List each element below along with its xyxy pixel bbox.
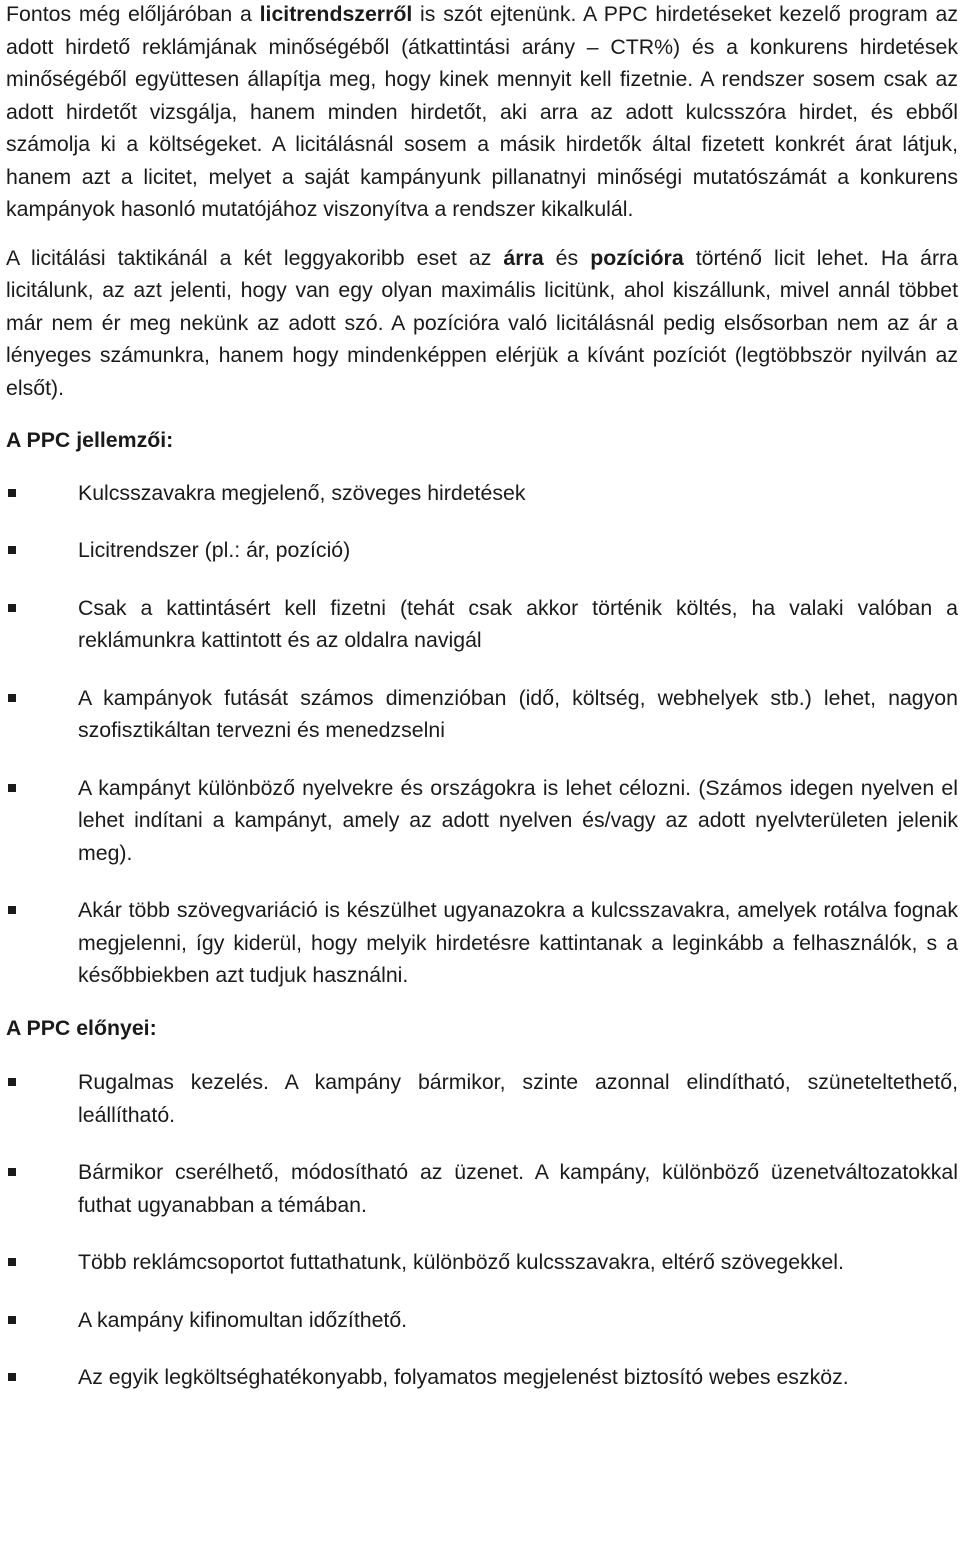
list-item-text: Több reklámcsoportot futtathatunk, különböző kulcsszavakra, eltérő szövegekkel.	[78, 1250, 844, 1274]
intro-bold-licitrendszer: licitrendszerről	[259, 2, 413, 26]
list-item-text: Kulcsszavakra megjelenő, szöveges hirdetések	[78, 480, 526, 505]
list-item	[6, 1304, 958, 1337]
list-item	[6, 682, 958, 747]
square-bullet-icon	[8, 1258, 16, 1266]
list-item-text: Akár több szövegvariáció is készülhet ugyanazokra a kulcsszavakra, amelyek rotálva fognak megjelenni, így kiderül, hogy melyik hirdetésre kattintanak a leginkább a felhasználók, s a későbbiekben azt tudjuk használni.	[78, 898, 958, 987]
list-item	[6, 772, 958, 870]
list-item	[6, 894, 958, 992]
list-item-text: A kampányok futását számos dimenzióban (idő, költség, webhelyek stb.) lehet, nagyon szofisztikáltan tervezni és menedzselni	[78, 685, 958, 742]
list-item-text: Az egyik legköltséghatékonyabb, folyamatos megjelenést biztosító webes eszköz.	[78, 1365, 849, 1389]
square-bullet-icon	[8, 489, 16, 497]
list-item	[6, 534, 958, 567]
list-item-text: Bármikor cserélhető, módosítható az üzenet. A kampány, különböző üzenetváltozatokkal futhat ugyanabban a témában.	[78, 1160, 958, 1217]
advantages-heading: A PPC előnyei:	[6, 1015, 157, 1040]
list-item	[6, 1156, 958, 1221]
square-bullet-icon	[8, 1168, 16, 1176]
list-item-text: A kampány kifinomultan időzíthető.	[78, 1307, 408, 1332]
tactics-bold-poziciora: pozícióra	[590, 245, 684, 270]
list-item-text: Licitrendszer (pl.: ár, pozíció)	[78, 538, 351, 562]
list-item	[6, 1066, 958, 1131]
tactics-bold-arra: árra	[503, 245, 544, 270]
square-bullet-icon	[8, 604, 16, 612]
intro-text-2: is szót ejtenünk. A PPC hirdetéseket kezelő program az adott hirdető reklámjának minőségéből (átkattintási arány – CTR%) és a konkurens hirdetések minőségéből együttesen állapítja meg, hogy kinek mennyit kell fizetnie. A rendszer sosem csak az adott hirdetőt vizsgálja, hanem minden hirdetőt, aki arra az adott kulcsszóra hirdet, és ebből számolja ki a költségeket. A licitálásnál sosem a másik hirdetők által fizetett konkrét árat látjuk, hanem azt a licitet, melyet a saját kampányunk pillanatnyi minőségi mutatószámát a konkurens kampányok hasonló mutatójához viszonyítva a rendszer kikalkulál.	[6, 2, 958, 221]
tactics-paragraph	[6, 242, 958, 405]
document-page	[6, 0, 958, 1394]
tactics-text-3: történő licit lehet. Ha árra licitálunk, az azt jelenti, hogy van egy olyan maximális licitünk, ahol kiszállunk, mivel annál többet már nem ér meg nekünk az adott szó. A pozícióra való licitálásnál pedig elsősorban nem az ár a lényeges számunkra, hanem hogy mindenképpen elérjük a kívánt pozíciót (legtöbbször nyilván az elsőt).	[6, 245, 958, 400]
list-item	[6, 592, 958, 657]
tactics-text-2: és	[543, 245, 591, 270]
advantages-list	[6, 1066, 958, 1394]
list-item-text: A kampányt különböző nyelvekre és országokra is lehet célozni. (Számos idegen nyelven el lehet indítani a kampányt, amely az adott nyelven és/vagy az adott nyelvterületen jelenik meg).	[78, 775, 958, 865]
tactics-text-1: A licitálási taktikánál a két leggyakoribb eset az	[6, 245, 504, 270]
square-bullet-icon	[8, 784, 16, 792]
list-item-text: Csak a kattintásért kell fizetni (tehát csak akkor történik költés, ha valaki valóban a reklámunkra kattintott és az oldalra navigál	[78, 595, 958, 652]
square-bullet-icon	[8, 546, 16, 554]
square-bullet-icon	[8, 906, 16, 914]
list-item-text: Rugalmas kezelés. A kampány bármikor, szinte azonnal elindítható, szüneteltethető, leállítható.	[78, 1070, 958, 1127]
intro-paragraph	[6, 0, 958, 226]
square-bullet-icon	[8, 694, 16, 702]
list-item	[6, 1361, 958, 1394]
features-list	[6, 477, 958, 992]
square-bullet-icon	[8, 1078, 16, 1086]
list-item	[6, 1246, 958, 1279]
intro-text-1: Fontos még előljáróban a	[6, 2, 260, 26]
square-bullet-icon	[8, 1316, 16, 1324]
features-heading: A PPC jellemzői:	[6, 428, 174, 452]
list-item	[6, 477, 958, 510]
square-bullet-icon	[8, 1373, 16, 1381]
